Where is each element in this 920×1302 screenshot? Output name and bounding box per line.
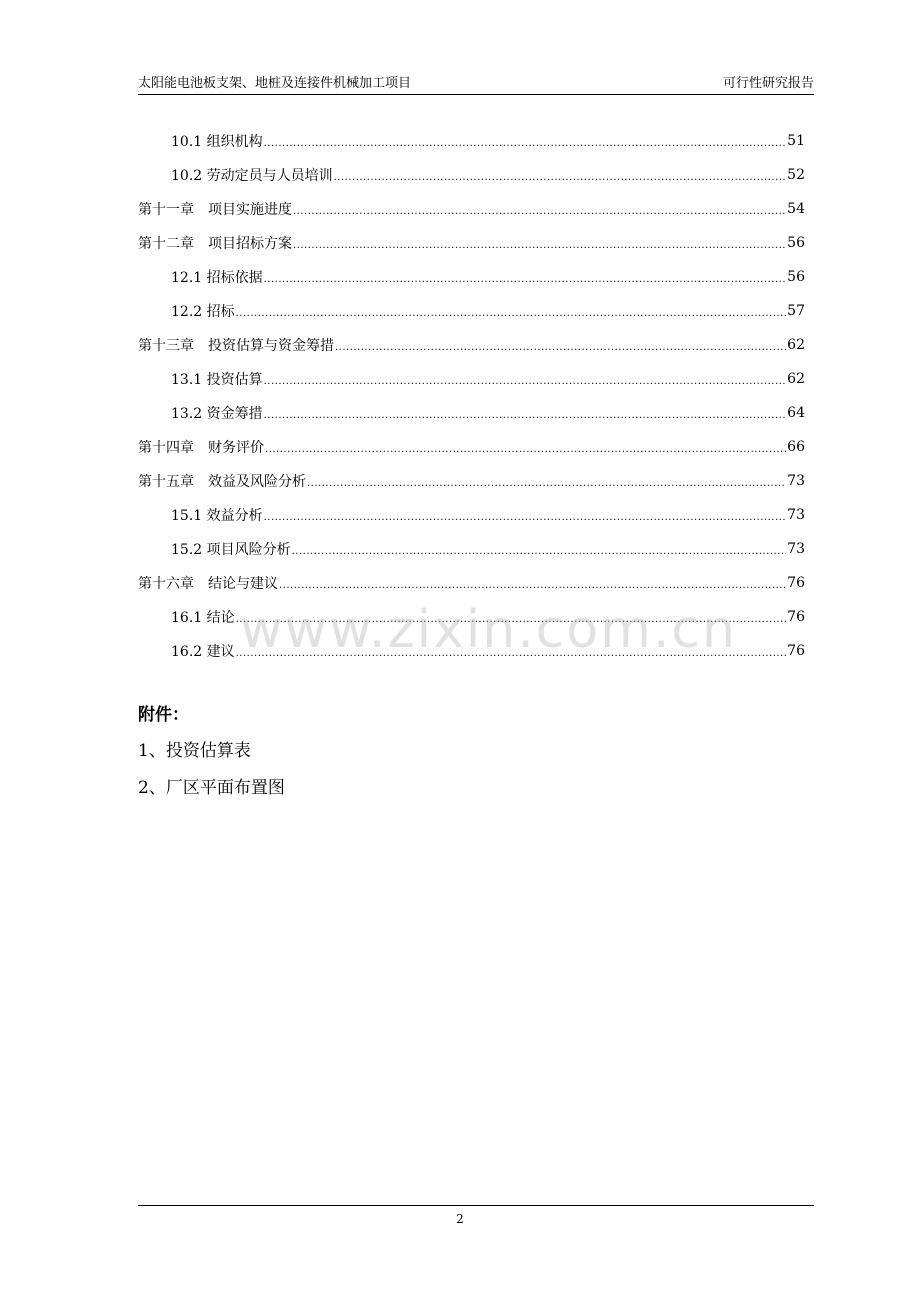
toc-entry-page: 76: [787, 609, 805, 625]
toc-entry-title: 15.2 项目风险分析: [171, 542, 291, 558]
toc-entry[interactable]: [138, 498, 805, 532]
toc-entry-page: 64: [787, 405, 805, 421]
toc-leader-dots: [335, 342, 786, 354]
toc-entry-title: 第十五章 效益及风险分析: [138, 474, 306, 490]
toc-leader-dots: [264, 274, 787, 286]
attachments-title: 附件：: [138, 705, 189, 725]
toc-entry-title: 13.2 资金筹措: [171, 406, 263, 422]
toc-entry[interactable]: [138, 158, 805, 192]
toc-entry-title: 10.2 劳动定员与人员培训: [171, 168, 333, 184]
attachment-item: 1、投资估算表: [138, 741, 251, 761]
toc-entry-page: 76: [787, 643, 805, 659]
toc-entry-title: 12.2 招标: [171, 304, 235, 320]
footer-divider: [138, 1205, 814, 1206]
toc-entry[interactable]: [138, 396, 805, 430]
toc-leader-dots: [264, 512, 787, 524]
toc-entry-page: 52: [787, 167, 805, 183]
toc-leader-dots: [293, 240, 786, 252]
toc-entry[interactable]: [138, 226, 805, 260]
toc-entry-page: 73: [787, 473, 805, 489]
toc-entry-title: 15.1 效益分析: [171, 508, 263, 524]
toc-entry[interactable]: [138, 532, 805, 566]
toc-entry[interactable]: [138, 294, 805, 328]
toc-entry-page: 73: [787, 507, 805, 523]
toc-entry-title: 16.2 建议: [171, 644, 235, 660]
toc-entry-page: 54: [787, 201, 805, 217]
toc-leader-dots: [293, 206, 786, 218]
attachment-item: 2、厂区平面布置图: [138, 778, 285, 798]
toc-entry-page: 56: [787, 269, 805, 285]
table-of-contents: [138, 124, 805, 668]
toc-entry-page: 56: [787, 235, 805, 251]
toc-entry-title: 第十二章 项目招标方案: [138, 236, 292, 252]
header-project-title: 太阳能电池板支架、地桩及连接件机械加工项目: [138, 76, 412, 91]
toc-entry[interactable]: [138, 362, 805, 396]
toc-leader-dots: [264, 376, 787, 388]
toc-entry-page: 57: [787, 303, 805, 319]
toc-entry[interactable]: [138, 260, 805, 294]
page-header: [138, 76, 814, 95]
toc-leader-dots: [307, 478, 786, 490]
toc-leader-dots: [265, 444, 786, 456]
toc-leader-dots: [264, 410, 787, 422]
toc-entry-title: 第十一章 项目实施进度: [138, 202, 292, 218]
toc-entry-page: 73: [787, 541, 805, 557]
toc-leader-dots: [236, 308, 787, 320]
toc-entry-page: 62: [787, 337, 805, 353]
toc-entry[interactable]: [138, 464, 805, 498]
toc-entry-page: 66: [787, 439, 805, 455]
toc-entry-title: 10.1 组织机构: [171, 134, 263, 150]
toc-leader-dots: [292, 546, 787, 558]
toc-entry-title: 第十六章 结论与建议: [138, 576, 278, 592]
toc-entry-page: 51: [787, 133, 805, 149]
toc-entry[interactable]: [138, 566, 805, 600]
toc-entry-title: 16.1 结论: [171, 610, 235, 626]
toc-entry[interactable]: [138, 124, 805, 158]
toc-entry-title: 第十四章 财务评价: [138, 440, 264, 456]
toc-entry[interactable]: [138, 328, 805, 362]
toc-entry-page: 62: [787, 371, 805, 387]
toc-leader-dots: [264, 138, 787, 150]
toc-leader-dots: [334, 172, 787, 184]
header-doc-type: 可行性研究报告: [722, 76, 814, 91]
toc-entry[interactable]: [138, 430, 805, 464]
toc-entry-title: 第十三章 投资估算与资金筹措: [138, 338, 334, 354]
toc-leader-dots: [279, 580, 786, 592]
toc-entry[interactable]: [138, 192, 805, 226]
watermark: www.zixin.com.cn: [240, 600, 737, 660]
page-number: 2: [456, 1212, 464, 1226]
toc-entry-page: 76: [787, 575, 805, 591]
toc-entry-title: 13.1 投资估算: [171, 372, 263, 388]
toc-entry-title: 12.1 招标依据: [171, 270, 263, 286]
